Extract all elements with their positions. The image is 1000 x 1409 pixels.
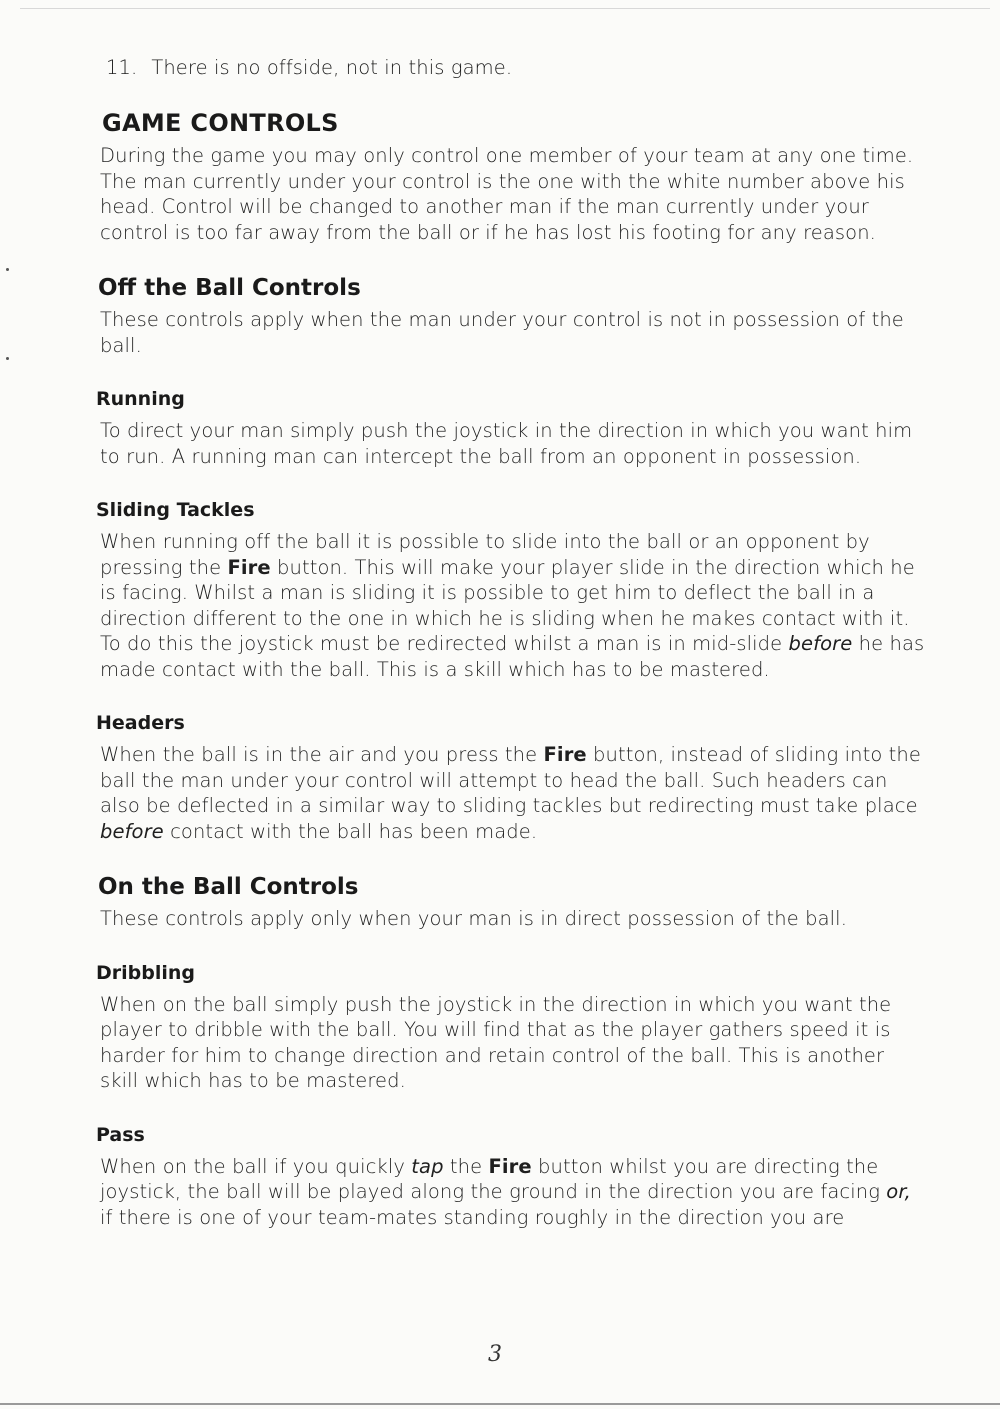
page-content [92,56,928,1260]
emphasis-before: before [788,632,853,655]
pass-body: When on the ball if you quickly tap the Fire button whilst you are directing the joystick, the ball will be played along the ground in the direction you are facing or, if there is one of your team-mates standing roughly in the direction you are [100,1154,911,1229]
top-edge-line [20,8,990,9]
emphasis-tap: tap [411,1154,444,1178]
fire-button-term: Fire [543,743,587,766]
pass-heading: Pass [96,1123,145,1146]
on-the-ball-body: These controls apply only when your man is in direct possession of the ball. [100,907,847,930]
page-number: 3 [488,1342,502,1367]
rule-11 [106,56,928,79]
on-the-ball-heading: On the Ball Controls [98,874,359,900]
sliding-tackles-body: When running off the ball it is possible to slide into the ball or an opponent by pressing the Fire button. This will make your player slide in the direction which he is facing. Whilst a man is sliding it is possible to get him to deflect the ball in a direction different to the one in which he is sliding when he makes contact with it. To do this the joystick must be redirected whilst a man is in mid-slide before he has made contact with the ball. This is a skill which has to be mastered. [100,530,925,681]
running-body: To direct your man simply push the joystick in the direction in which you want him to run. A running man can intercept the ball from an opponent in possession. [100,419,913,468]
dribbling-body: When on the ball simply push the joystick in the direction in which you want the player to dribble with the ball. You will find that as the player gathers speed it is harder for him to change direction and retain control of the ball. This is another skill which has to be mastered. [100,992,892,1092]
fire-button-term: Fire [488,1154,532,1178]
headers-heading: Headers [96,712,185,734]
rule-number: 11. [106,56,138,79]
page-speck [6,268,9,271]
emphasis-before: before [100,819,164,843]
sliding-tackles-heading: Sliding Tackles [96,499,255,521]
off-the-ball-body: These controls apply when the man under your control is not in possession of the ball. [100,308,904,357]
running-heading: Running [96,388,185,410]
emphasis-or: or, [886,1180,911,1203]
off-the-ball-heading: Off the Ball Controls [98,275,361,301]
page-speck [6,357,9,360]
fire-button-term: Fire [227,555,271,579]
bottom-edge-line [0,1403,1000,1405]
headers-body: When the ball is in the air and you press the Fire button, instead of sliding into the ball the man under your control will attempt to head the ball. Such headers can also be deflected in a similar way to sliding tackles but redirecting must take place before contact with the ball has been made. [100,743,921,843]
game-controls-body: During the game you may only control one member of your team at any one time. The man currently under your control is the one with the white number above his head. Control will be changed to another man if the man currently under your control is too far away from the ball or if he has lost his footing for any reason. [100,144,914,244]
dribbling-heading: Dribbling [96,961,196,984]
game-controls-heading: GAME CONTROLS [102,109,339,137]
rule-text: There is no offside, not in this game. [151,56,513,79]
